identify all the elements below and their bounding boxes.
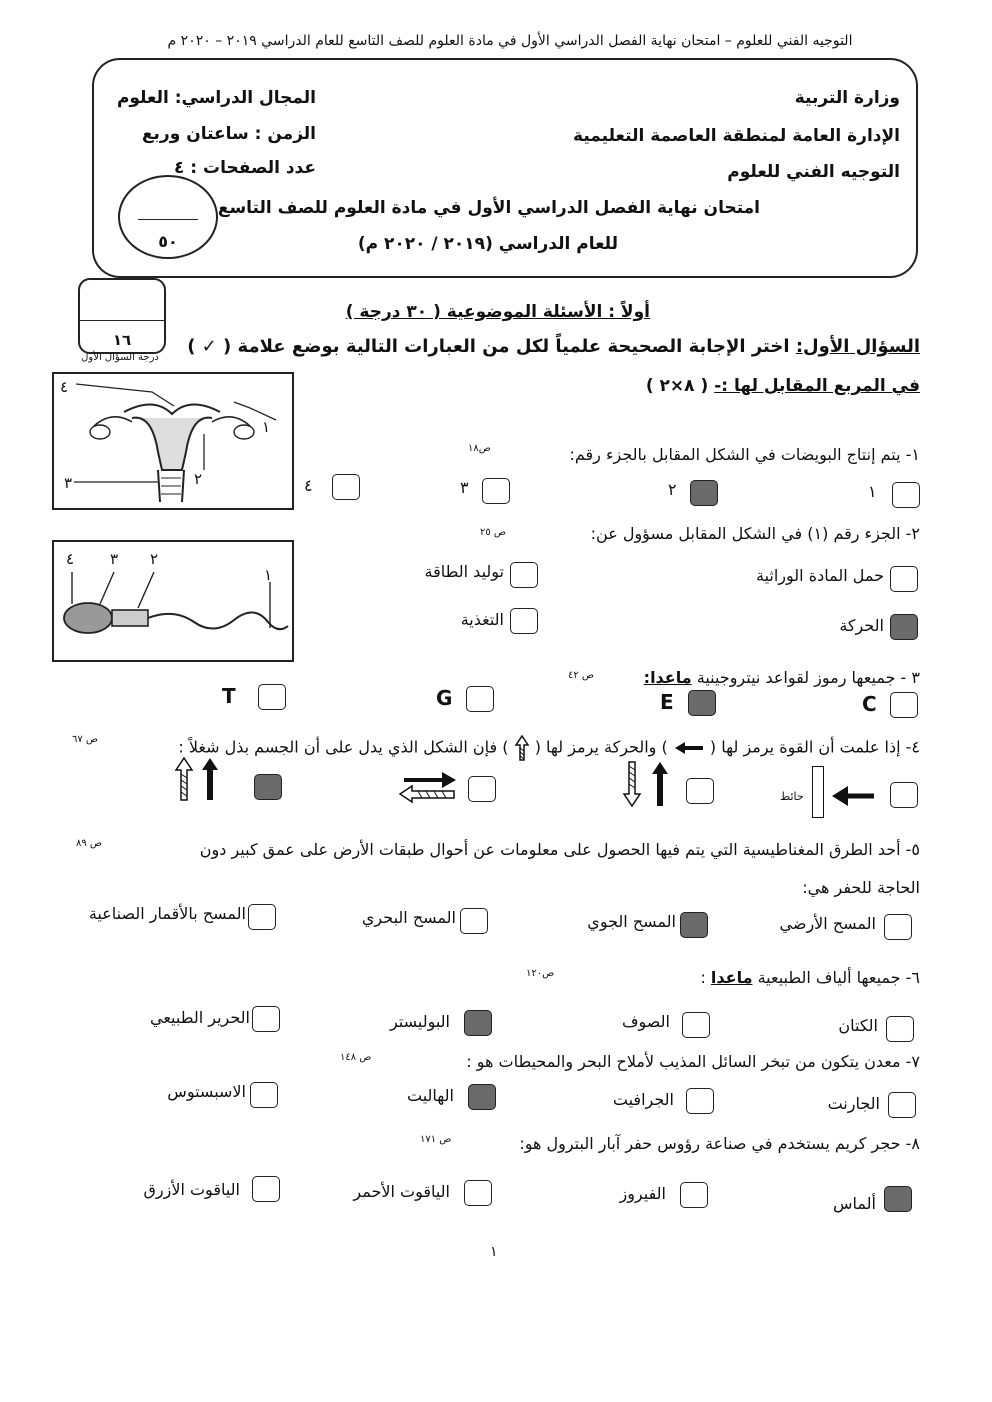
q3-option-2-checkbox[interactable] — [688, 690, 716, 716]
q8-option-2-checkbox[interactable] — [680, 1182, 708, 1208]
q8-option-1-label: ألماس — [833, 1194, 876, 1213]
q6-option-2-label: الصوف — [621, 1012, 670, 1031]
q6-option-3-checkbox[interactable] — [464, 1010, 492, 1036]
q3-option-3-checkbox[interactable] — [466, 686, 494, 712]
q2-page-ref: ص ٢٥ — [480, 527, 507, 538]
q4-text-b: ) والحركة يرمز لها ( — [534, 737, 668, 757]
q8-option-3-label: الياقوت الأحمر — [353, 1182, 450, 1201]
q3-option-1-label: C — [862, 692, 877, 716]
q3-option-1-checkbox[interactable] — [890, 692, 918, 718]
academic-year: للعام الدراسي (٢٠١٩ / ٢٠٢٠ م) — [357, 234, 618, 254]
question-6 — [700, 968, 920, 987]
q5-option-3-checkbox[interactable] — [460, 908, 488, 934]
ministry: وزارة التربية — [794, 88, 900, 108]
q6-text: ٦- جميعها ألياف الطبيعية — [757, 968, 920, 987]
q1-option-2-label: ٢ — [668, 480, 677, 499]
q4-option-3-opposite-arrows-icon — [398, 770, 458, 804]
q7-option-1-checkbox[interactable] — [888, 1092, 916, 1118]
fig2-label-1: ١ — [264, 566, 273, 584]
q2-option-3-checkbox[interactable] — [890, 614, 918, 640]
q1-option-2-checkbox[interactable] — [690, 480, 718, 506]
q4-option-1-checkbox[interactable] — [890, 782, 918, 808]
q7-option-3-checkbox[interactable] — [468, 1084, 496, 1110]
exam-time: الزمن : ساعتان وربع — [141, 124, 316, 144]
section-title: أولاً : الأسئلة الموضوعية ( ٣٠ درجة ) — [345, 302, 650, 322]
q4-page-ref: ص ٦٧ — [72, 734, 99, 745]
q7-option-1-label: الجارنت — [827, 1094, 880, 1113]
q5-option-2-label: المسح الجوي — [587, 912, 676, 931]
question-5: ٥- أحد الطرق المغناطيسية التي يتم فيها الحصول على معلومات عن أحوال طبقات الأرض على عمق كبير دون — [199, 840, 920, 859]
q6-option-1-checkbox[interactable] — [886, 1016, 914, 1042]
question-4 — [178, 734, 920, 762]
total-score-oval — [118, 175, 218, 259]
question-3 — [644, 668, 920, 687]
page-count: عدد الصفحات : ٤ — [173, 158, 316, 178]
q1-option-3-checkbox[interactable] — [482, 478, 510, 504]
total-score: ٥٠ — [158, 232, 178, 251]
fig1-label-4: ٤ — [60, 378, 69, 396]
q7-option-3-label: الهاليت — [407, 1086, 454, 1105]
q4-option-1-force-wall-icon — [830, 780, 876, 812]
q1-option-4-checkbox[interactable] — [332, 474, 360, 500]
force-arrow-icon — [673, 741, 705, 755]
q1-instruction2: في المربع المقابل لها :- — [714, 376, 920, 396]
q1-option-1-label: ١ — [868, 482, 877, 501]
q4-text-c: ) فإن الشكل الذي يدل على أن الجسم بذل شغلاً : — [178, 737, 509, 757]
q4-option-2-up-down-icon — [618, 758, 674, 810]
q1-score-caption: درجة السؤال الأول — [81, 352, 159, 363]
q6-option-3-label: البوليستر — [389, 1012, 450, 1031]
q1-option-1-checkbox[interactable] — [892, 482, 920, 508]
q1-option-4-label: ٤ — [304, 476, 313, 495]
q8-option-1-checkbox[interactable] — [884, 1186, 912, 1212]
fig2-label-3: ٣ — [110, 550, 119, 568]
question-7: ٧- معدن يتكون من تبخر السائل المذيب لأملاح البحر والمحيطات هو : — [466, 1052, 920, 1071]
q1-page-ref: ص١٨ — [468, 443, 491, 454]
q3-page-ref: ص ٤٢ — [568, 670, 595, 681]
q1-heading — [187, 336, 920, 357]
q2-option-3-label: الحركة — [839, 616, 884, 635]
q2-option-1-label: حمل المادة الوراثية — [756, 566, 884, 585]
question-5-continued: الحاجة للحفر هي: — [802, 878, 920, 897]
question-1: ١- يتم إنتاج البويضات في الشكل المقابل بالجزء رقم: — [569, 445, 920, 464]
q6-option-2-checkbox[interactable] — [682, 1012, 710, 1038]
q4-text-a: ٤- إذا علمت أن القوة يرمز لها ( — [709, 737, 920, 757]
q5-option-2-checkbox[interactable] — [680, 912, 708, 938]
wall-icon — [812, 766, 824, 818]
q1-score-divider — [80, 320, 164, 321]
q5-option-1-checkbox[interactable] — [884, 914, 912, 940]
q6-page-ref: ص١٢٠ — [526, 968, 555, 979]
q1-instruction: اختر الإجابة الصحيحة علمياً لكل من العبارات التالية بوضع علامة ( ✓ ) — [187, 336, 790, 357]
q1-score-box — [78, 278, 166, 354]
q1-subheading — [646, 376, 920, 396]
subject: المجال الدراسي: العلوم — [116, 88, 316, 108]
q7-option-2-label: الجرافيت — [612, 1090, 674, 1109]
q7-option-4-checkbox[interactable] — [250, 1082, 278, 1108]
top-line: التوجيه الفني للعلوم – امتحان نهاية الفصل الدراسي الأول في مادة العلوم للصف التاسع للعام الدراسي ٢٠١٩ – ٢٠٢٠ م — [167, 33, 853, 49]
q8-option-4-label: الياقوت الأزرق — [143, 1180, 240, 1199]
q3-option-2-label: E — [660, 690, 674, 714]
q3-text: ٣ - جميعها رموز لقواعد نيتروجينية — [696, 668, 920, 687]
wall-label: حائط — [780, 790, 804, 803]
q5-option-3-label: المسح البحري — [361, 908, 456, 927]
q5-option-4-label: المسح بالأقمار الصناعية — [88, 904, 246, 923]
q1-marks: ( ٨×٢ ) — [645, 376, 709, 396]
q2-option-4-checkbox[interactable] — [510, 608, 538, 634]
administration: الإدارة العامة لمنطقة العاصمة التعليمية — [573, 126, 900, 146]
q4-option-4-same-direction-icon — [170, 756, 226, 802]
score-divider — [138, 219, 198, 220]
supervision: التوجيه الفني للعلوم — [727, 162, 900, 182]
q6-tail: : — [700, 968, 706, 987]
q5-option-4-checkbox[interactable] — [248, 904, 276, 930]
q2-option-1-checkbox[interactable] — [890, 566, 918, 592]
q2-option-4-label: التغذية — [460, 610, 504, 629]
q4-option-4-checkbox[interactable] — [254, 774, 282, 800]
q6-option-4-label: الحرير الطبيعي — [150, 1008, 250, 1027]
q6-option-4-checkbox[interactable] — [252, 1006, 280, 1032]
q4-option-2-checkbox[interactable] — [686, 778, 714, 804]
q3-option-3-label: G — [436, 686, 453, 710]
q7-option-2-checkbox[interactable] — [686, 1088, 714, 1114]
q2-option-2-label: توليد الطاقة — [424, 562, 504, 581]
fig2-label-2: ٢ — [150, 550, 159, 568]
q7-page-ref: ص ١٤٨ — [340, 1052, 372, 1063]
q3-option-4-checkbox[interactable] — [258, 684, 286, 710]
question-8: ٨- حجر كريم يستخدم في صناعة رؤوس حفر آبار البترول هو: — [519, 1134, 920, 1153]
q5-option-1-label: المسح الأرضي — [779, 914, 876, 933]
q7-option-4-label: الاسبستوس — [167, 1082, 246, 1101]
q3-emphasis: ماعدا: — [643, 668, 692, 687]
page-number: ١ — [490, 1244, 498, 1260]
q6-emphasis: ماعدا — [710, 968, 753, 987]
q8-option-3-checkbox[interactable] — [464, 1180, 492, 1206]
fig2-label-4: ٤ — [66, 550, 75, 568]
q1-option-3-label: ٣ — [460, 478, 469, 497]
reproductive-system-drawing — [54, 374, 292, 508]
q6-option-1-label: الكتان — [838, 1016, 878, 1035]
q4-option-3-checkbox[interactable] — [468, 776, 496, 802]
q1-score: ١٦ — [112, 331, 132, 349]
q8-option-2-label: الفيروز — [619, 1184, 666, 1203]
fig1-label-2: ٢ — [194, 470, 203, 488]
sperm-cell-drawing — [54, 542, 292, 660]
figure-sperm-cell — [52, 540, 294, 662]
figure-female-reproductive — [52, 372, 294, 510]
q1-label: السؤال الأول: — [795, 336, 920, 357]
exam-title: امتحان نهاية الفصل الدراسي الأول في مادة العلوم للصف التاسع — [217, 198, 760, 218]
fig1-label-1: ١ — [262, 418, 271, 436]
q8-page-ref: ص ١٧١ — [420, 1134, 452, 1145]
q2-option-2-checkbox[interactable] — [510, 562, 538, 588]
q3-option-4-label: T — [222, 684, 236, 708]
q8-option-4-checkbox[interactable] — [252, 1176, 280, 1202]
q5-page-ref: ص ٨٩ — [76, 838, 103, 849]
fig1-label-3: ٣ — [64, 474, 73, 492]
motion-arrow-icon — [514, 734, 530, 762]
question-2: ٢- الجزء رقم (١) في الشكل المقابل مسؤول عن: — [590, 524, 920, 543]
